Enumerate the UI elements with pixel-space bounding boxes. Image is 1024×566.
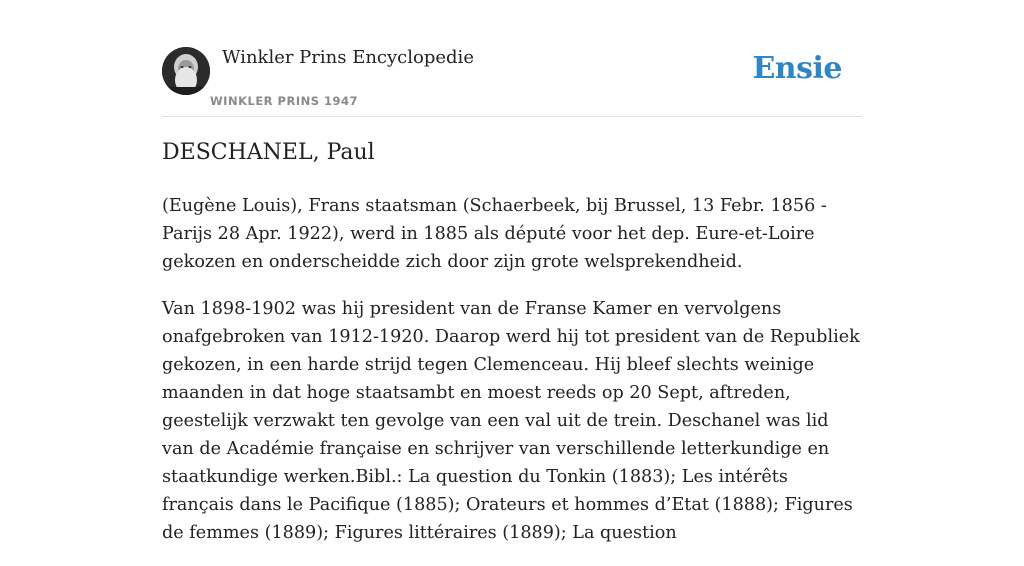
entry-title: DESCHANEL, Paul (162, 140, 375, 165)
entry-paragraph: Van 1898-1902 was hij president van de Franse Kamer en vervolgens onafgebroken van 1912-1920. Daarop werd hij tot president van de Republiek gekozen, in een harde strijd tegen Clemenceau. Hij bleef slechts weinige maanden in dat hoge staatsambt en moest reeds op 20 Sept, aftreden, geestelijk verzwakt ten gevolge van een val uit de trein. Deschanel was lid van de Académie française en schrijver van verschillende letterkundige en staatkundige werken.Bibl.: La question du Tonkin (1883); Les intérêts français dans le Pacifique (1885); Orateurs et hommes d’Etat (1888); Figures de femmes (1889); Figures littéraires (1889); La question (162, 299, 860, 543)
avatar[interactable] (162, 47, 210, 95)
page-container (162, 0, 862, 543)
source-title[interactable]: Winkler Prins Encyclopedie (222, 47, 474, 68)
source-subtitle: WINKLER PRINS 1947 (210, 94, 359, 108)
entry-body (162, 192, 862, 566)
ensie-logo[interactable]: Ensie (752, 51, 842, 86)
entry-paragraph: (Eugène Louis), Frans staatsman (Schaerbeek, bij Brussel, 13 Febr. 1856 - Parijs 28 Apr. 1922), werd in 1885 als député voor het dep. Eure-et-Loire gekozen en onderscheidde zich door zijn grote welsprekendheid. (162, 196, 827, 272)
source-header (162, 0, 862, 117)
bearded-man-portrait-icon (162, 47, 210, 95)
